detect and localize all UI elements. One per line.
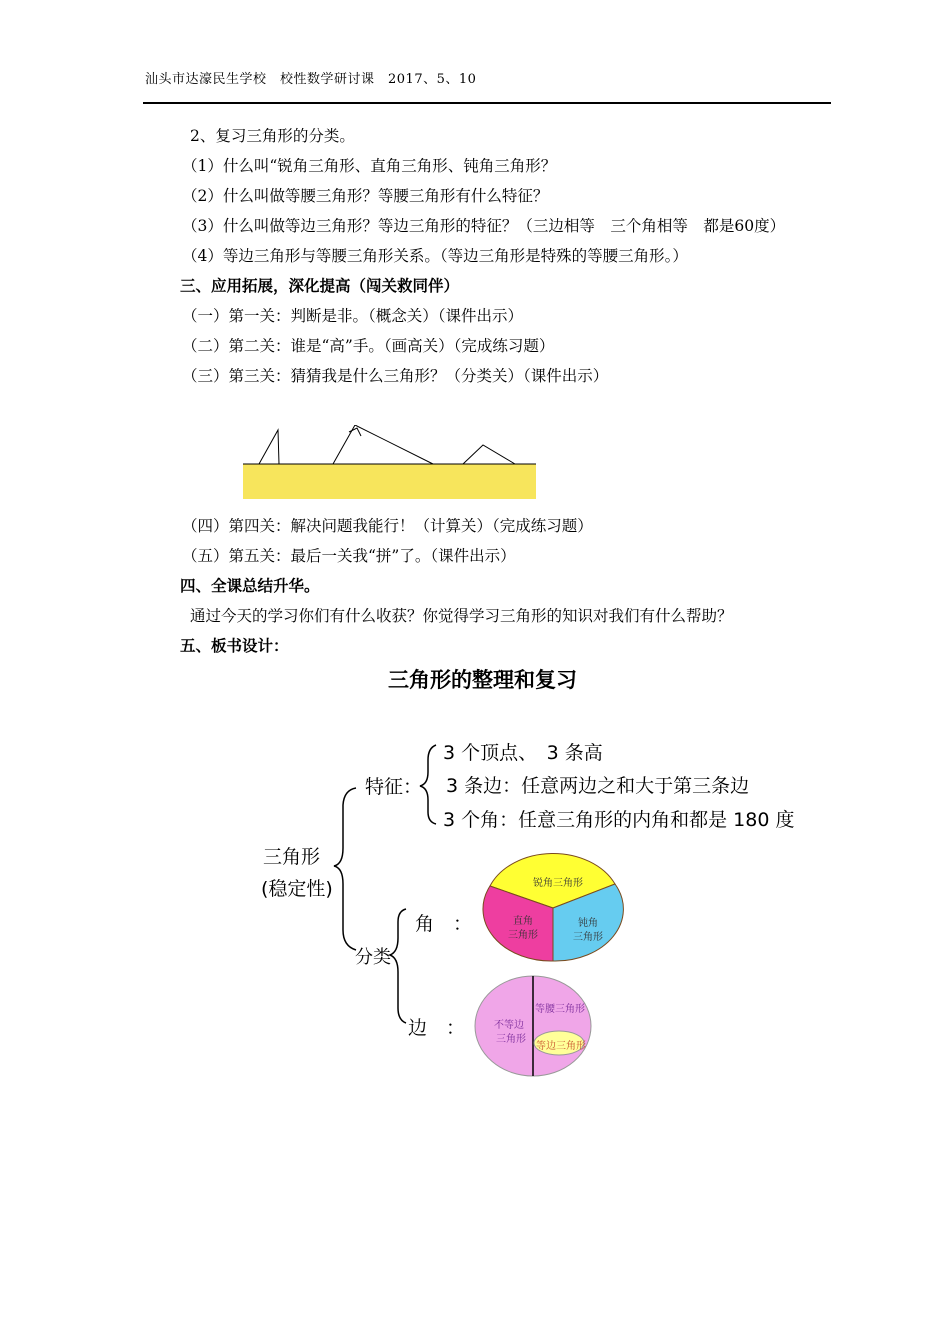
header-text: 汕头市达濠民生学校 校性数学研讨课 2017、5、10 <box>145 72 477 87</box>
classify-label: 分类 <box>355 947 391 968</box>
board-root-note: (稳定性) <box>261 878 333 900</box>
scalene-label-line1: 不等边 <box>494 1020 524 1031</box>
feature-vertices-heights: 3 个顶点、 3 条高 <box>443 742 603 764</box>
level-5: （五）第五关：最后一关我“拼”了。（课件出示） <box>182 547 516 565</box>
obtuse-label-line2: 三角形 <box>573 932 603 943</box>
review-item-4: （4）等边三角形与等腰三角形关系。（等边三角形是特殊的等腰三角形。） <box>182 247 688 265</box>
feature-sides: 3 条边：任意两边之和大于第三条边 <box>446 775 750 797</box>
by-side-label: 边 ： <box>408 1017 466 1039</box>
features-bracket <box>420 745 436 824</box>
review-item-2: （2）什么叫做等腰三角形？等腰三角形有什么特征？ <box>182 187 549 205</box>
classify-bracket <box>390 909 406 1023</box>
right-label-line1: 直角 <box>513 916 533 927</box>
level-1: （一）第一关：判断是非。（概念关）（课件出示） <box>182 307 524 325</box>
equilateral-label: 等边三角形 <box>536 1041 586 1052</box>
scalene-label-line2: 三角形 <box>496 1034 526 1045</box>
section4-body: 通过今天的学习你们有什么收获？你觉得学习三角形的知识对我们有什么帮助？ <box>190 607 733 625</box>
board-root: 三角形 <box>263 846 321 868</box>
acute-label: 锐角三角形 <box>533 878 583 889</box>
root-bracket <box>334 788 356 950</box>
board-title: 三角形的整理和复习 <box>388 668 577 692</box>
level-4: （四）第四关：解决问题我能行！（计算关）（完成练习题） <box>182 517 593 535</box>
isosceles-label: 等腰三角形 <box>535 1004 585 1015</box>
features-label: 特征： <box>365 776 423 798</box>
level-2: （二）第二关：谁是“高”手。（画高关）（完成练习题） <box>182 337 555 355</box>
feature-angles: 3 个角：任意三角形的内角和都是 180 度 <box>443 809 795 831</box>
level-3: （三）第三关：猜猜我是什么三角形？（分类关）（课件出示） <box>182 367 609 385</box>
section4-heading: 四、全课总结升华。 <box>180 576 320 595</box>
review-item-1: （1）什么叫“锐角三角形、直角三角形、钝角三角形？ <box>182 157 557 175</box>
right-label-line2: 三角形 <box>508 930 538 941</box>
section3-heading: 三、应用拓展，深化提高（闯关救同伴） <box>180 276 460 295</box>
obtuse-label-line1: 钝角 <box>578 918 598 929</box>
review-heading: 2、复习三角形的分类。 <box>190 127 355 145</box>
section5-heading: 五、板书设计： <box>180 636 289 655</box>
by-angle-label: 角 ： <box>415 913 473 935</box>
review-item-3: （3）什么叫做等边三角形？等边三角形的特征？（三边相等 三个角相等 都是60度） <box>182 217 786 235</box>
